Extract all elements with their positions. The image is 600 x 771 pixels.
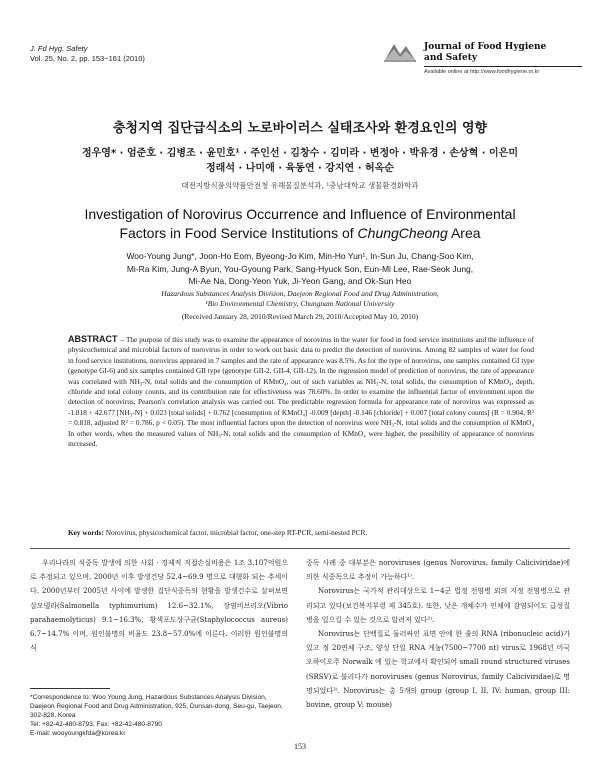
journal-logo-title — [424, 42, 584, 64]
english-authors — [40, 250, 560, 288]
english-authors-line1: Woo-Young Jung*, Joon-Ho Eom, Byeong-Jo Kim, Min-Ho Yun¹, In-Sun Ju, Chang-Soo Kim, — [126, 251, 474, 261]
keywords-heading: Key words: — [68, 528, 104, 537]
footnote-email: E-mail: wooyoungkfda@korea.kr — [30, 730, 126, 737]
footnote-rule — [30, 688, 110, 689]
english-title-line2-part1: Factors in Food Service Institutions of — [119, 225, 358, 241]
journal-logo-rule — [424, 66, 582, 67]
english-title-line2 — [40, 224, 560, 243]
korean-title: 충청지역 집단급식소의 노로바이러스 실태조사와 환경요인의 영향 — [112, 121, 488, 136]
body-paragraph: Norovirus는 국가적 관리대상으로 1~4군 법정 전염병 외의 지정 전염병으로 관리되고 있다(보건복지부령 제 345호). 또한, 낮은 개체수가 인체에 감염되어도 급성질병을 일으킬 수 있는 것으로 알려져 있다²⁾. — [306, 587, 570, 624]
body-paragraph: Norovirus는 단백질로 둘러싸인 표면 안에 한 줄의 RNA (ribonucleic acid)가 있고 정 20면체 구조, 양성 단일 RNA 게놈(7500~7700 nt) virus로 1968년 미국 오하이오주 Norwalk 에 있는 학교에서 확인되어 small round structured viruses (SRSV)로 불리다가 noroviruses (genus Norovirus, family Caliciviridae)로 명명되었다³⁾. Norovirus는 총 5개의 group (group I, II, IV: human, group III: bovine, group V: mouse) — [306, 630, 570, 710]
english-title-line2-region: ChungCheong — [357, 225, 448, 241]
journal-logo-icon — [382, 40, 418, 64]
abstract — [68, 334, 534, 449]
journal-logo — [382, 40, 582, 80]
section-divider — [30, 548, 570, 549]
journal-volume: Vol. 25, No. 2, pp. 153~161 (2010) — [30, 54, 145, 63]
english-title-line1: Investigation of Norovirus Occurrence and Influence of Environmental — [84, 206, 516, 222]
journal-abbrev: J. Fd Hyg. Safety — [30, 44, 88, 53]
footnote-address: *Correspondence to: Woo Young Jung, Hazardous Substances Analysis Division, Daejeon Regional Food and Drug Administration, 925, Dunsan-dong, Seu-gu, Taejeon, 302-828, Korea — [30, 694, 283, 719]
english-affiliation-line1: Hazardous Substances Analysis Division, Daejeon Regional Food and Drug Administration, — [161, 289, 439, 298]
body-paragraph: 중독 사례 중 대부분은 noroviruses (genus Norovirus, family Caliciviridae)에 의한 식중독으로 추정이 가능하다¹⁾. — [306, 559, 570, 582]
abstract-text: – The purpose of this study was to examine the appearance of norovirus in the water for food in food service institutions and the influence of physicochemical and microbial factors of norovirus in order to work out basic data to predict the detection of norovirus. Among 82 samples of water for food in food service institutions, norovirus appeared in 7 samples and the rate of appearance was 8.5%. As for the type of norovirus, one samples contained GI type (genotype GI-6) and six samples contained GII type (genotype GII-2, GII-4, GII-12). In the regression model of prediction of norovirus, the rate of appearance was correlated with NH₃-N, total solids and the consumption of KMnO₄, out of such variables as NH₃-N, total solids, the consumption of KMnO₄, depth, chloride and total colony counts, and its contribution rate for effectiveness was 78.60%. In order to examine the influential factor of environment upon the detection of norovirus, Pearson's correlation analysis was carried out. The predictable regression formula for appearance rate of norovirus was expressed as -1.818 + 42.677 [NH₃-N] + 0.023 [total solids] + 0.762 [consumption of KMnO₄] -0.009 [depth] -0.146 [chloride] + 0.007 [total colony counts] (R = 0.904, R² = 0.818, adjusted R² = 0.786, p < 0.05). The most influential factors upon the detection of norovirus were NH₃-N, total solids and the consumption of KMnO₄ In other words, when the measured values of NH₃-N, total solids and the consumption of KMnO₄ were higher, the possibility of appearance of norovirus increased. — [68, 335, 534, 449]
journal-citation — [30, 44, 230, 64]
page-number: 153 — [294, 742, 306, 751]
journal-logo-title-line1: Journal of Food Hygiene — [424, 42, 547, 52]
body-left-column — [30, 556, 288, 655]
korean-authors-line2: 정래석 · 나미애 · 육동연 · 강지연 · 허옥순 — [206, 163, 394, 174]
korean-authors-line1: 정우영* · 엄준호 · 김병조 · 윤민호¹ · 주인선 · 김창수 · 김미라 · 변정아 · 박유경 · 손상혁 · 이은미 — [81, 148, 518, 159]
correspondence-footnote — [30, 693, 290, 738]
english-authors-line2: Mi-Ra Kim, Jung-A Byun, You-Gyoung Park, Sang-Hyuck Son, Eun-Mi Lee, Rae-Seok Jung, — [126, 263, 474, 274]
keywords — [68, 528, 534, 537]
english-affiliation-line2: ¹Bio Environmental Chemistry, Chungnam National University — [205, 299, 395, 308]
abstract-heading: ABSTRACT — [68, 334, 118, 344]
journal-logo-title-line2: and Safety — [424, 53, 478, 63]
journal-logo-url: Available online at http://www.foodhygiene.or.kr — [424, 69, 540, 75]
received-dates: (Received January 28, 2010/Revised March 29, 2010/Accepted May 10, 2010) — [181, 312, 419, 321]
korean-authors — [40, 146, 560, 176]
body-right-column — [306, 556, 570, 712]
korean-affiliation: 대전지방식품의약품안전청 유해물질분석과, ¹충남대학교 생물환경화학과 — [181, 181, 419, 190]
english-affiliation — [40, 289, 560, 309]
english-title — [40, 205, 560, 243]
body-paragraph: 우리나라의 식중독 발생에 의한 사회 · 경제적 직접손실비용은 1조 3,107억원으로 추정되고 있으며, 2000년 이후 발생건당 52.4~69.9 명으로 대형화 되는 추세이다. 2000년부터 2005년 사이에 발생한 집단식중독의 현황을 발생건수로 살펴보면 살모넬라(Salmonella typhimurium) 12.6~32.1%, 장염비브리오(Vibrio parahaemolyticus) 9.1~16.3%, 황색포도상구균(Staphylococcus aureus) 6.7~14.7% 이며, 원인불명의 비율도 23.8~57.0%에 이른다. 이러한 원인불명의 식 — [30, 559, 288, 653]
keywords-text: Norovirus, physicochemical factor, microbial factor, one-step RT-PCR, semi-nested PCR. — [103, 528, 368, 537]
english-authors-line3: Mi-Ae Na, Dong-Yeon Yuk, Ji-Yeon Gang, and Ok-Sun Heo — [188, 276, 412, 286]
english-title-line2-part3: Area — [447, 225, 481, 241]
footnote-phone: Tel: +82-42-480-8793, Fax: +82-42-480-8790 — [30, 721, 162, 728]
